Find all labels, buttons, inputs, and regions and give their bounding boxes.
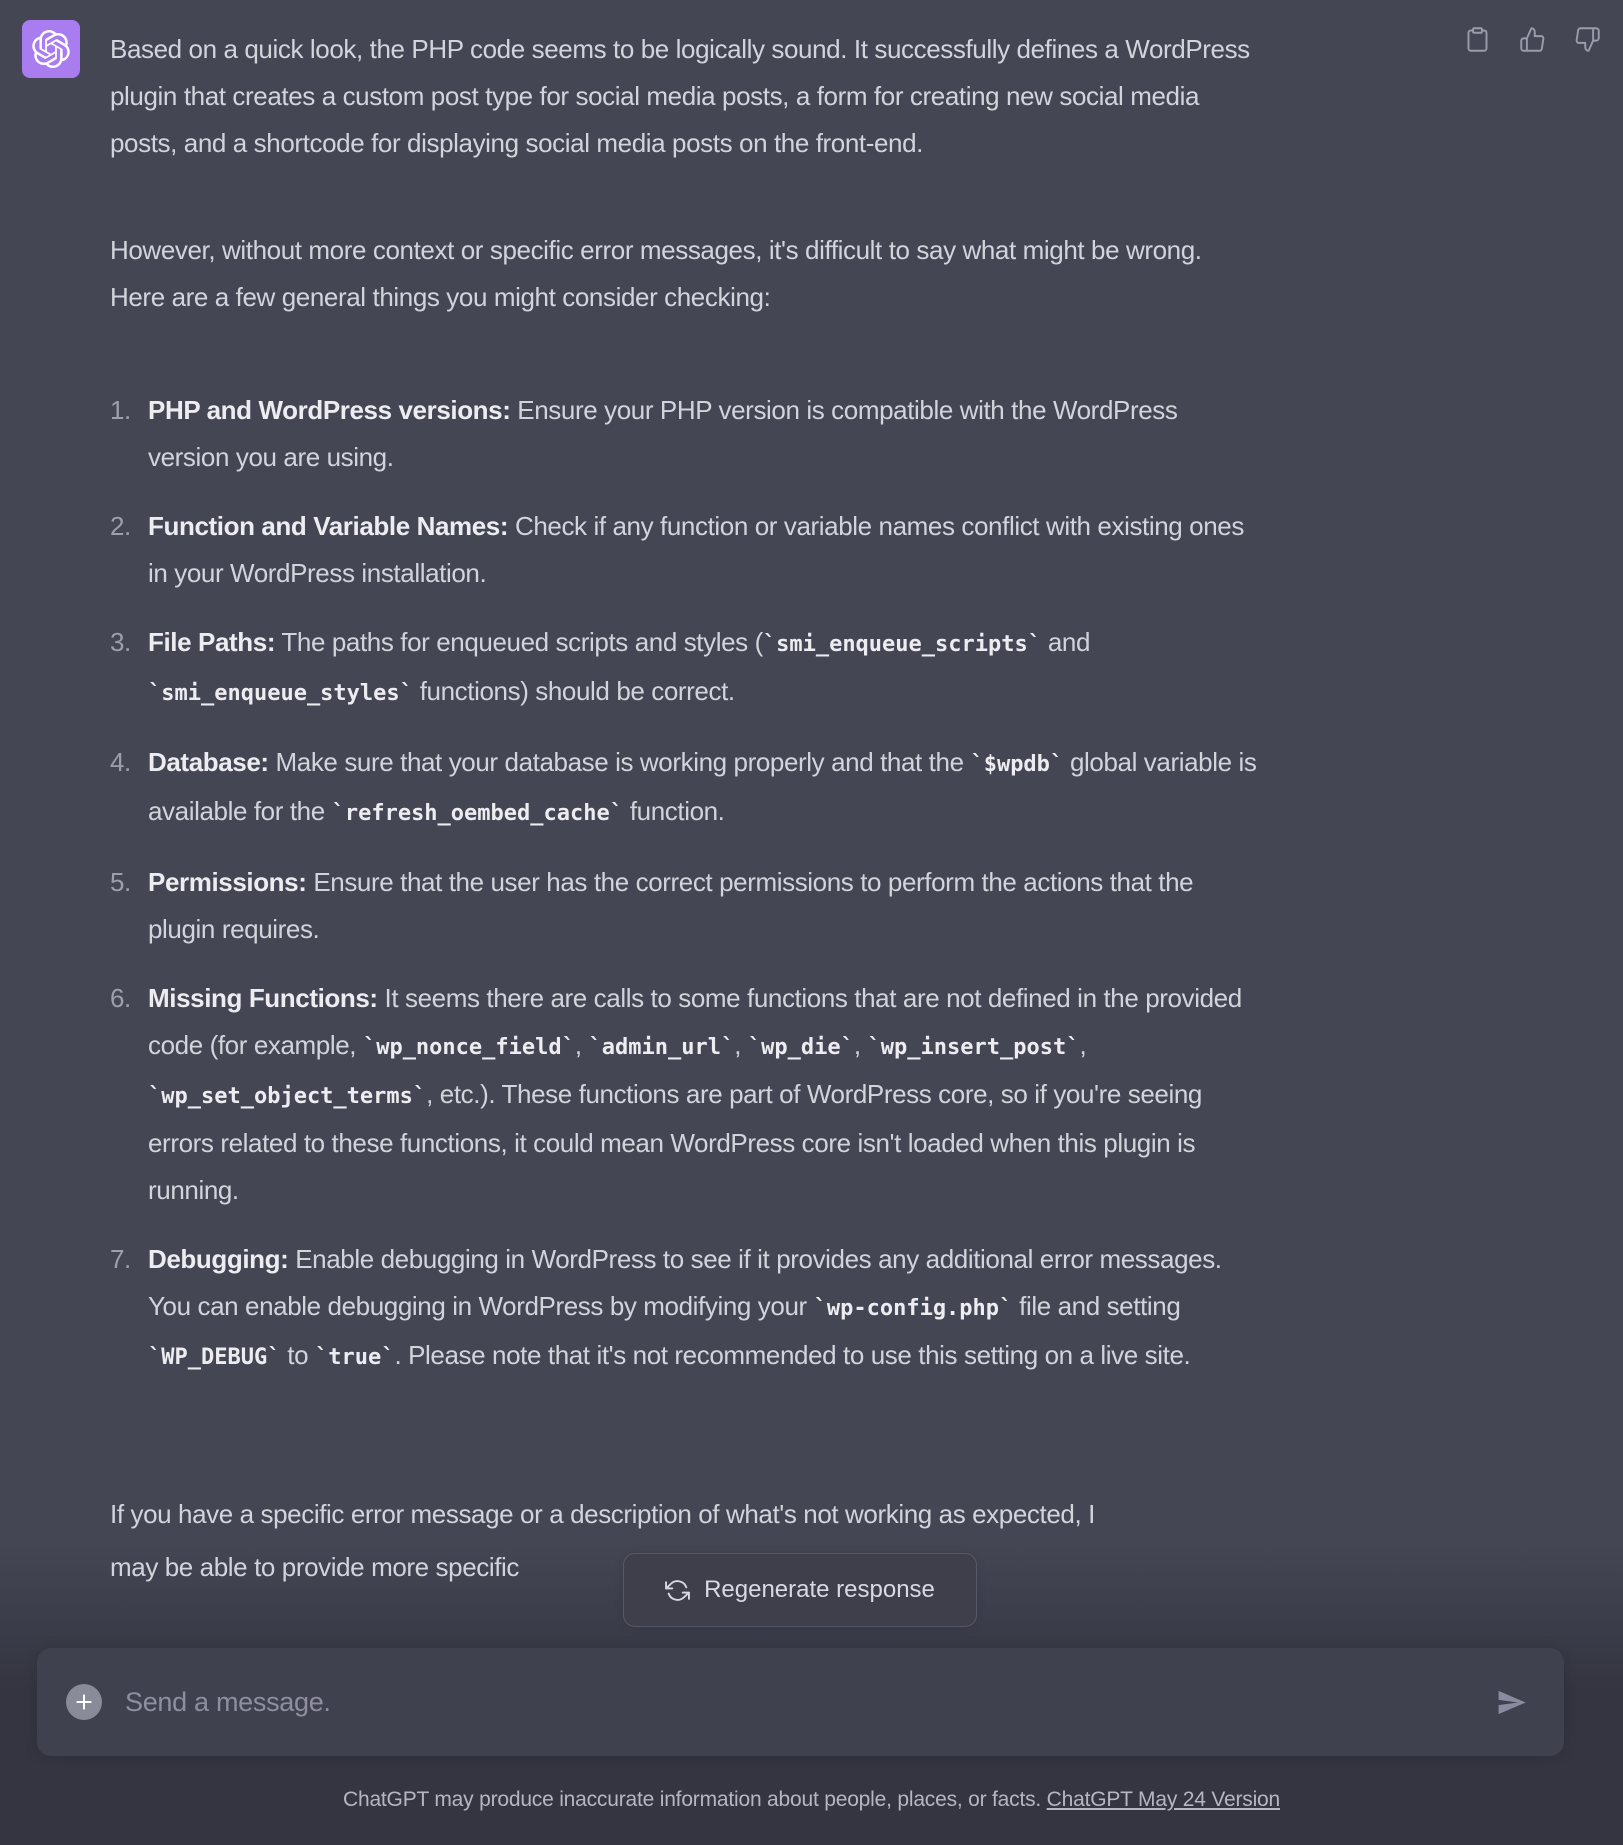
clipboard-icon: [1464, 41, 1491, 56]
list-item-number: 4.: [110, 747, 131, 777]
list-item: 1. PHP and WordPress versions: Ensure your PHP version is compatible with the WordPress version you are using.: [110, 387, 1260, 481]
list-item-number: 2.: [110, 511, 131, 541]
message-actions: [1464, 26, 1601, 53]
inline-code: `WP_DEBUG`: [148, 1345, 281, 1370]
list-item: 6. Missing Functions: It seems there are calls to some functions that are not defined in the provided code (for example, `wp_nonce_field`, `admin_url`, `wp_die`, `wp_insert_post`, `wp_set_object_terms`, etc.). These functions are part of WordPress core, so if you're seeing errors related to these functions, it could mean WordPress core isn't loaded when this plugin is running.: [110, 975, 1260, 1214]
inline-code: `wp_insert_post`: [867, 1035, 1080, 1060]
disclaimer-text: ChatGPT may produce inaccurate information about people, places, or facts.: [343, 1788, 1047, 1811]
regenerate-response-button[interactable]: [623, 1553, 977, 1627]
closing-line: may be able to provide more specific: [110, 1552, 520, 1582]
thumbs-down-button[interactable]: [1574, 26, 1601, 53]
thumbs-up-button[interactable]: [1519, 26, 1546, 53]
attach-button[interactable]: [66, 1684, 102, 1720]
copy-button[interactable]: [1464, 26, 1491, 53]
assistant-message: [110, 0, 1260, 1381]
inline-code: `$wpdb`: [970, 752, 1064, 777]
message-paragraph: Based on a quick look, the PHP code seems to be logically sound. It successfully defines a WordPress plugin that creates a custom post type for social media posts, a form for creating new social media posts, and a shortcode for displaying social media posts on the front-end.: [110, 34, 1250, 158]
footer-disclaimer: [0, 1788, 1623, 1812]
inline-code: `true`: [314, 1345, 395, 1370]
refresh-icon: [665, 1578, 690, 1603]
inline-code: `wp_die`: [747, 1035, 854, 1060]
openai-logo-icon: [32, 30, 70, 68]
list-item-number: 1.: [110, 395, 131, 425]
assistant-avatar: [22, 20, 80, 78]
inline-code: `wp_set_object_terms`: [148, 1084, 427, 1109]
thumbs-down-icon: [1574, 41, 1601, 56]
list-item: 7. Debugging: Enable debugging in WordPress to see if it provides any additional error messages. You can enable debugging in WordPress by modifying your `wp-config.php` file and setting `WP_DEBUG` to `true`. Please note that it's not recommended to use this setting on a live site.: [110, 1236, 1260, 1381]
list-item: 4. Database: Make sure that your database is working properly and that the `$wpdb` global variable is available for the `refresh_oembed_cache` function.: [110, 739, 1260, 837]
inline-code: `refresh_oembed_cache`: [331, 801, 623, 826]
closing-line: If you have a specific error message or a description of what's not working as expected, I: [110, 1499, 1095, 1529]
list-item-number: 5.: [110, 867, 131, 897]
message-paragraph: However, without more context or specific error messages, it's difficult to say what might be wrong. Here are a few general things you might consider checking:: [110, 235, 1202, 312]
regenerate-label: Regenerate response: [704, 1576, 935, 1603]
list-item-number: 3.: [110, 627, 131, 657]
inline-code: `wp-config.php`: [813, 1296, 1013, 1321]
send-button[interactable]: [1496, 1685, 1530, 1719]
plus-icon: [74, 1692, 94, 1712]
inline-code: `smi_enqueue_styles`: [148, 681, 413, 706]
inline-code: `smi_enqueue_scripts`: [762, 632, 1041, 657]
list-item: 5. Permissions: Ensure that the user has the correct permissions to perform the actions that the plugin requires.: [110, 859, 1260, 953]
list-item: 3. File Paths: The paths for enqueued scripts and styles (`smi_enqueue_scripts` and `smi_enqueue_styles` functions) should be correct.: [110, 619, 1260, 717]
send-icon: [1496, 1687, 1530, 1718]
version-link[interactable]: ChatGPT May 24 Version: [1046, 1788, 1280, 1811]
composer-bar: [37, 1648, 1564, 1756]
inline-code: `admin_url`: [588, 1035, 735, 1060]
inline-code: `wp_nonce_field`: [362, 1035, 575, 1060]
list-item-number: 6.: [110, 983, 131, 1013]
thumbs-up-icon: [1519, 41, 1546, 56]
list-item: 2. Function and Variable Names: Check if any function or variable names conflict with existing ones in your WordPress installation.: [110, 503, 1260, 597]
list-item-number: 7.: [110, 1244, 131, 1274]
message-input[interactable]: [125, 1648, 1465, 1756]
checklist: [110, 387, 1260, 1381]
